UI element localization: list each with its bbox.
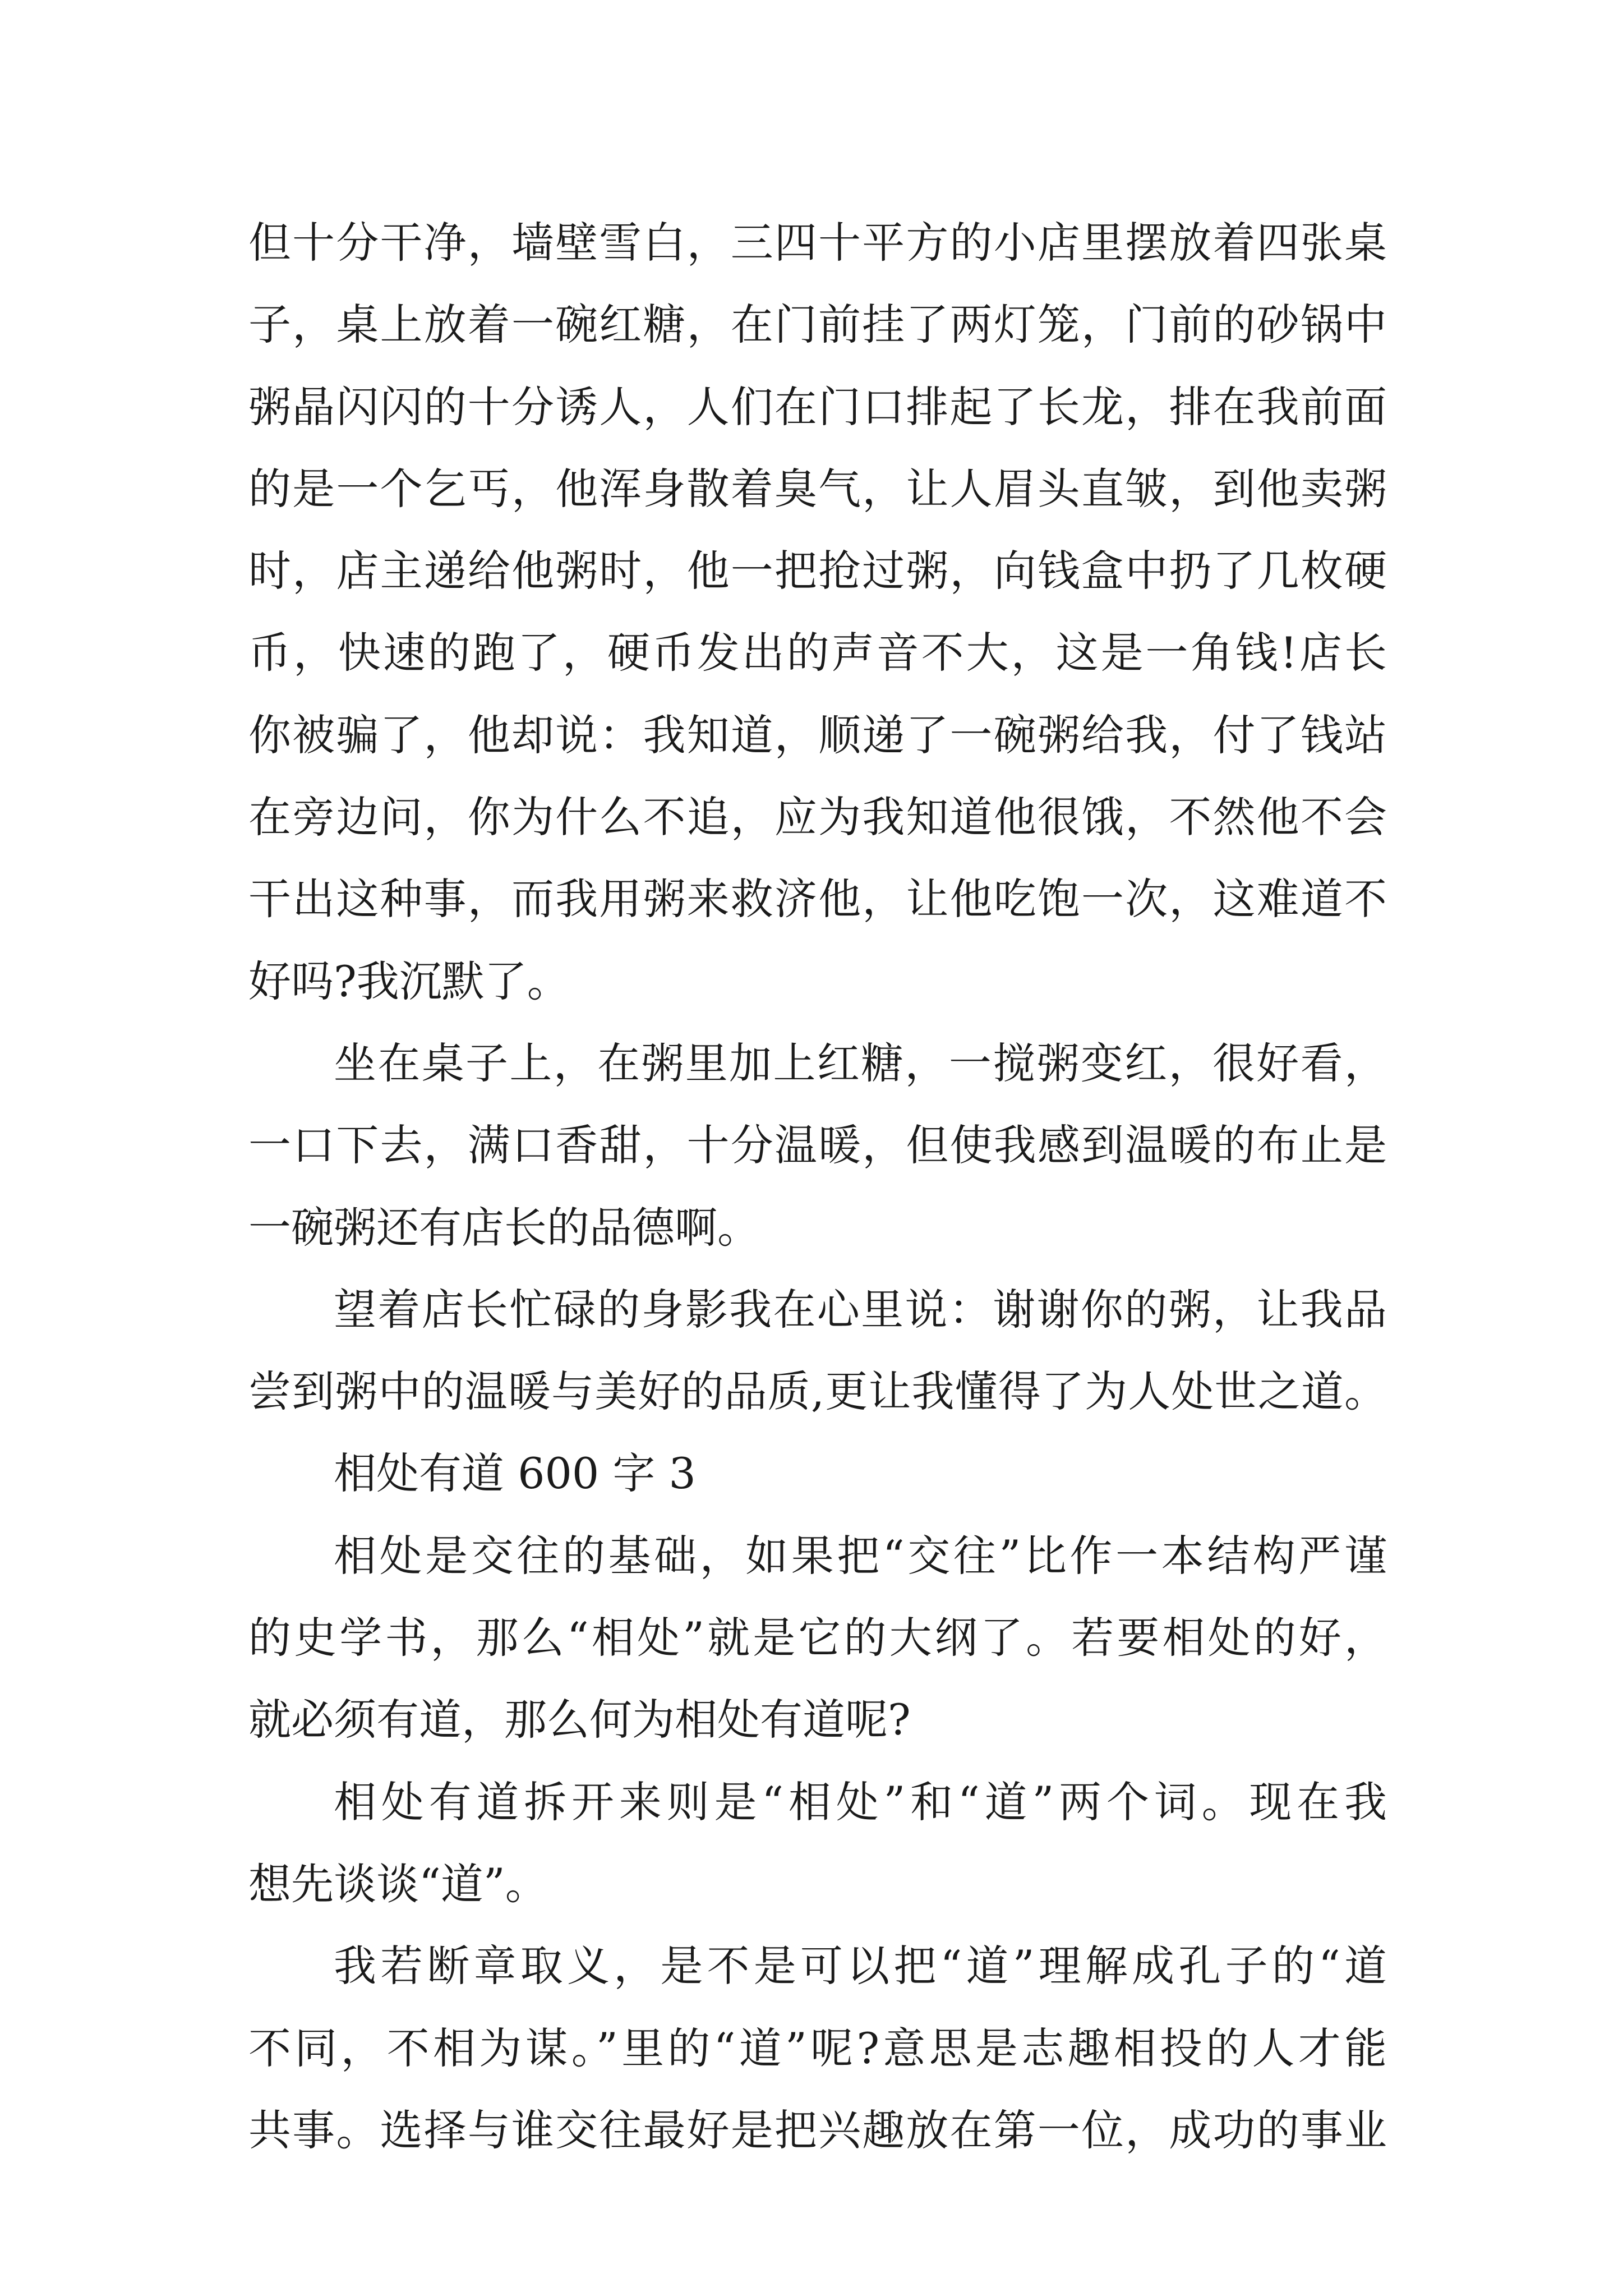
- text-line: 好吗?我沉默了。: [248, 956, 570, 1006]
- text-line: 一口下去，满口香甜，十分温暖，但使我感到温暖的布止是: [248, 1120, 1387, 1171]
- text-line: 我若断章取义，是不是可以把“道”理解成孔子的“道: [334, 1941, 1387, 1991]
- text-line: 时，店主递给他粥时，他一把抢过粥，向钱盒中扔了几枚硬: [248, 546, 1387, 596]
- text-line: 在旁边问，你为什么不追，应为我知道他很饿，不然他不会: [248, 792, 1387, 843]
- text-line: 坐在桌子上，在粥里加上红糖，一搅粥变红，很好看，: [334, 1038, 1387, 1088]
- text-line: 相处有道 600 字 3: [334, 1448, 696, 1499]
- text-line: 你被骗了，他却说：我知道，顺递了一碗粥给我，付了钱站: [248, 710, 1387, 760]
- text-line: 望着店长忙碌的身影我在心里说：谢谢你的粥，让我品: [334, 1284, 1387, 1335]
- text-line: 不同，不相为谋。”里的“道”呢?意思是志趣相投的人才能: [248, 2023, 1387, 2073]
- text-line: 想先谈谈“道”。: [248, 1858, 548, 1909]
- text-line: 一碗粥还有店长的品德啊。: [248, 1202, 760, 1253]
- text-line: 就必须有道，那么何为相处有道呢?: [248, 1695, 911, 1745]
- text-line: 但十分干净，墙壁雪白，三四十平方的小店里摆放着四张桌: [248, 218, 1387, 268]
- text-line: 的是一个乞丐，他浑身散着臭气，让人眉头直皱，到他卖粥: [248, 463, 1387, 514]
- document-body: [248, 202, 1387, 2171]
- text-line: 相处是交往的基础，如果把“交往”比作一本结构严谨: [334, 1530, 1387, 1581]
- text-line: 币，快速的跑了，硬币发出的声音不大，这是一角钱!店长: [248, 628, 1387, 678]
- text-line: 粥晶闪闪的十分诱人，人们在门口排起了长龙，排在我前面: [248, 381, 1387, 432]
- text-line: 干出这种事，而我用粥来救济他，让他吃饱一次，这难道不: [248, 874, 1387, 924]
- text-line: 共事。选择与谁交往最好是把兴趣放在第一位，成功的事业: [248, 2105, 1387, 2155]
- text-line: 子，桌上放着一碗红糖，在门前挂了两灯笼，门前的砂锅中: [248, 300, 1387, 350]
- text-line: 的史学书，那么“相处”就是它的大纲了。若要相处的好，: [248, 1613, 1387, 1663]
- text-line: 相处有道拆开来则是“相处”和“道”两个词。现在我: [334, 1777, 1387, 1827]
- text-line: 尝到粥中的温暖与美好的品质,更让我懂得了为人处世之道。: [248, 1366, 1387, 1417]
